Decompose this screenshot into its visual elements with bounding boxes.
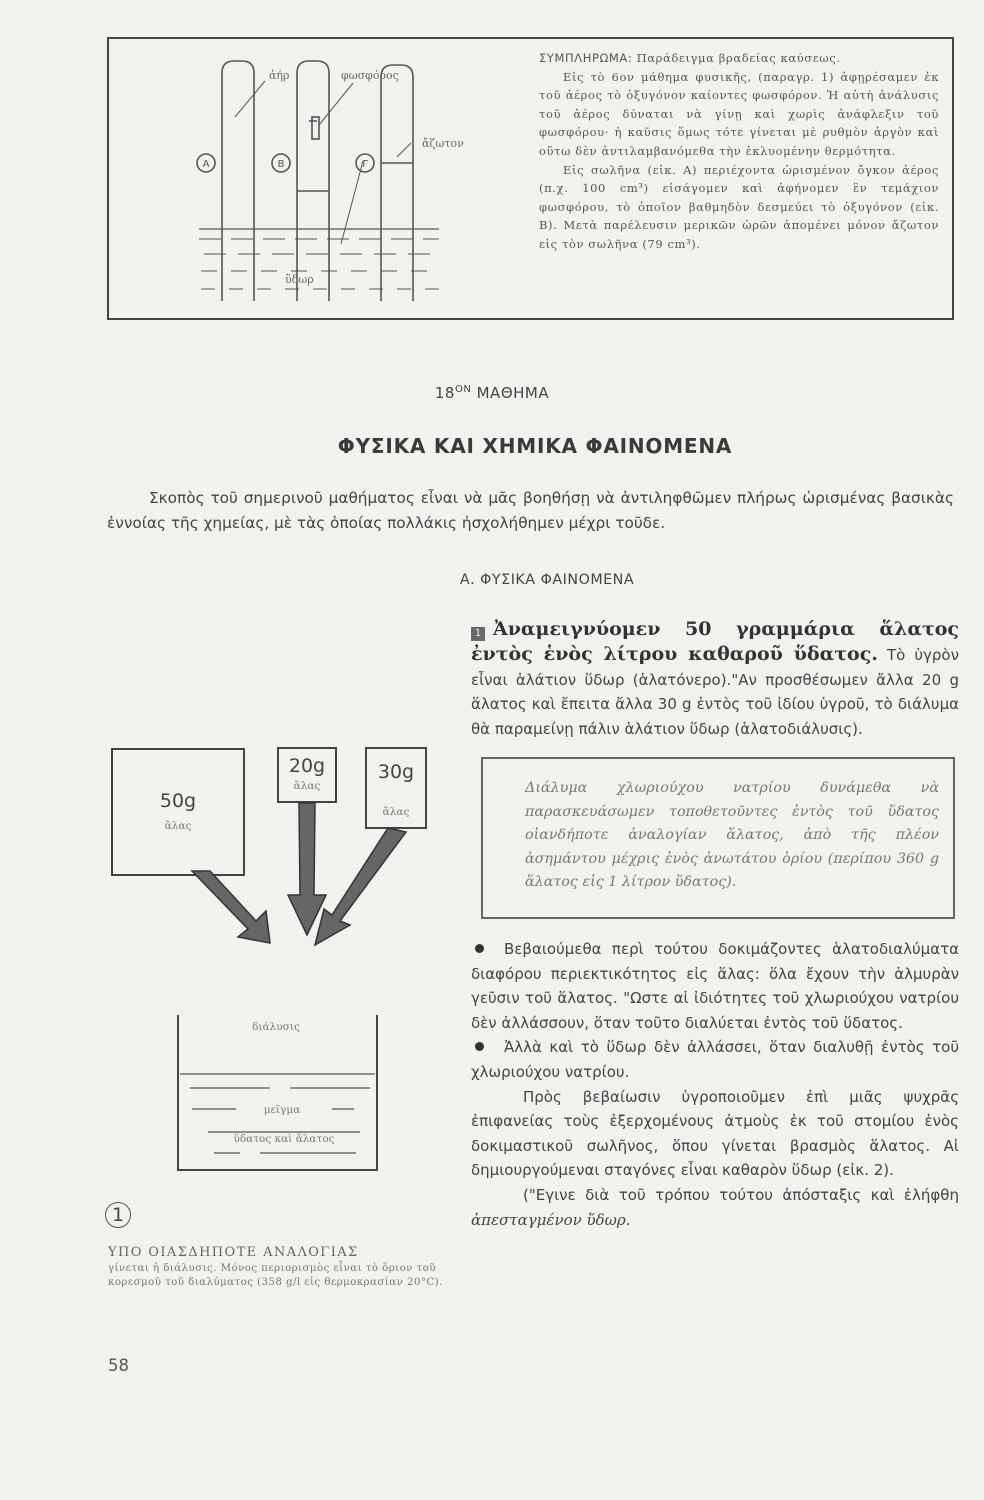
page-number: 58 xyxy=(108,1356,129,1375)
tube-b xyxy=(297,61,329,301)
supplement-text xyxy=(539,49,939,254)
box-50g-salt: ἅλας xyxy=(164,820,192,832)
intro-paragraph xyxy=(107,486,954,536)
figure-caption-title: ΥΠΟ ΟΙΑΣΔΗΠΟΤΕ ΑΝΑΛΟΓΙΑΣ xyxy=(108,1245,359,1260)
bullet-2-text: Ἀλλὰ καὶ τὸ ὕδωρ δὲν ἀλλάσσει, ὅταν διαλυθῇ ἐντὸς τοῦ χλωριούχου νατρίου. xyxy=(471,1038,959,1081)
item-1-body: Τὸ ὑγρὸν εἶναι ἁλάτιον ὕδωρ (ἁλατόνερο)."Αν προσθέσωμεν ἄλλα 20 g ἅλατος καὶ ἔπειτα ἄλλα 30 g ἐντὸς τοῦ ἰδίου ὑγροῦ, τὸ διάλυμα θὰ παραμείνῃ πάλιν ἁλάτιον ὕδωρ (ἁλατοδιάλυσις). xyxy=(471,646,959,738)
item-1-lead: Ἀναμειγνύομεν 50 γραμμάρια ἅλατος ἐντὸς ἑνὸς λίτρου καθαροῦ ὕδατος. xyxy=(471,618,959,666)
solution-label: διάλυσις xyxy=(252,1021,300,1033)
item-number-marker: 1 xyxy=(471,627,485,641)
bullet-1-text: Βεβαιούμεθα περὶ τούτου δοκιμάζοντες ἁλατοδιαλύματα διαφόρου περιεκτικότητος εἰς ἅλας: ὅλα ἔχουν τὴν ἁλμυρὰν γεῦσιν τοῦ ἅλατος. "Ωστε αἱ ἰδιότητες τοῦ χλωριούχου νατρίου δὲν ἀλλάσσουν, ὅταν τοῦτο διαλύεται ἐντὸς τοῦ ὕδατος. xyxy=(471,940,959,1032)
proof-paragraph: Πρὸς βεβαίωσιν ὑγροποιοῦμεν ἐπὶ μιᾶς ψυχρᾶς ἐπιφανείας τοὺς ἐξερχομένους ἀτμοὺς ἐκ τοῦ στομίου ἑνὸς δοκιμαστικοῦ σωλῆνος, ὅπου γίνεται βρασμὸς ἅλατος. Αἱ δημιουργούμεναι σταγόνες εἶναι καθαρὸν ὕδωρ (εἰκ. 2). xyxy=(471,1087,959,1180)
supplement-paragraph-2: Εἰς σωλῆνα (εἰκ. Α) περιέχοντα ὡρισμένον ὄγκον ἀέρος (π.χ. 100 cm³) εἰσάγομεν καὶ ἀφήνομεν ἓν τεμάχιον φωσφόρου, τὸ ὁποῖον βαθμηδὸν δεσμεύει τὸ ὀξυγόνον (εἰκ. Β). Μετὰ παρέλευσιν μερικῶν ὡρῶν ἀπομένει μόνον ἄζωτον εἰς τὸν σωλῆνα (79 cm³). xyxy=(539,162,939,251)
arrow-50g xyxy=(192,871,270,943)
tubes-figure xyxy=(109,39,529,318)
box-50g-amount: 50g xyxy=(159,790,197,812)
bullet-2 xyxy=(471,1035,959,1084)
distillation-note xyxy=(471,1183,959,1232)
lesson-number-value: 18 xyxy=(434,384,455,402)
bullet-dot-icon xyxy=(475,944,484,953)
mixture-label-2: ὕδατος καὶ ἅλατος xyxy=(233,1133,335,1145)
tube-c xyxy=(381,65,413,301)
distillation-note-text: ("Εγινε διὰ τοῦ τρόπου τούτου ἀπόσταξις καὶ ἐλήφθη xyxy=(523,1185,959,1204)
salt-box-50g xyxy=(112,749,244,875)
supplement-heading-rest: Παράδειγμα βραδείας καύσεως. xyxy=(636,51,841,65)
info-box: Διάλυμα χλωριούχου νατρίου δυνάμεθα νὰ παρασκευάσωμεν τοποθετοῦντες ἐντὸς τοῦ ὕδατος οἱανδήποτε ἀναλογίαν ἅλατος, ἀπὸ τῆς πλέον ἀσημάντου μέχρις ἑνὸς ἀνωτάτου ὁρίου (περίπου 360 g ἅλατος εἰς 1 λίτρον ὕδατος). xyxy=(481,757,955,919)
mixture-label: μεῖγμα xyxy=(263,1104,301,1116)
supplement-heading: ΣΥΜΠΛΗΡΩΜΑ: xyxy=(539,51,633,65)
phosphorus-label: φωσφόρος xyxy=(341,69,399,82)
figure-caption-body: γίνεται ἡ διάλυσις. Μόνος περιορισμὸς εἶναι τὸ ὅριον τοῦ κορεσμοῦ τοῦ διαλύματος (358 g/l εἰς θερμοκρασίαν 20°C). xyxy=(108,1262,443,1288)
bullet-list xyxy=(471,937,959,1232)
item-1-paragraph xyxy=(471,617,959,741)
supplement-paragraph-1: Εἰς τὸ 6ον μάθημα φυσικῆς, (παραγρ. 1) ἀφῃρέσαμεν ἐκ τοῦ ἀέρος τὸ ὀξυγόνον καίοντες φωσφόρον. Ἡ αὐτὴ ἀνάλυσις τοῦ ἀέρος δύναται νὰ γίνῃ καὶ χωρὶς ἀνάφλεξιν τοῦ φωσφόρου· ἡ καῦσις ὅμως τότε γίνεται μὲ ρυθμὸν ἀργὸν καὶ οὕτω δὲν ἀντιλαμβανόμεθα τὴν ἐκλυομένην θερμότητα. xyxy=(539,69,939,158)
lesson-number xyxy=(0,384,984,402)
water-label: ὕδωρ xyxy=(285,273,314,286)
section-heading: Α. ΦΥΣΙΚΑ ΦΑΙΝΟΜΕΝΑ xyxy=(459,572,635,588)
air-label: ἀήρ xyxy=(269,69,290,82)
distilled-water-term: ἀπεσταγμένον ὕδωρ. xyxy=(471,1210,631,1229)
box-20g-salt: ἅλας xyxy=(293,780,321,792)
figure-number-badge: 1 xyxy=(105,1202,131,1228)
figure-caption xyxy=(108,1246,454,1289)
chapter-title: ΦΥΣΙΚΑ ΚΑΙ ΧΗΜΙΚΑ ΦΑΙΝΟΜΕΝΑ xyxy=(337,434,733,458)
tube-b-label: Β xyxy=(277,159,285,170)
tube-a-label: Α xyxy=(202,159,210,170)
beaker xyxy=(178,1015,377,1170)
nitrogen-label: ἄζωτον xyxy=(422,137,464,150)
supplement-box xyxy=(107,37,954,320)
lesson-label: ΜΑΘΗΜΑ xyxy=(476,384,550,402)
box-20g-amount: 20g xyxy=(288,755,326,777)
arrow-30g xyxy=(315,828,406,945)
lesson-number-suffix: ΟΝ xyxy=(454,384,472,395)
bullet-dot-icon xyxy=(475,1042,484,1051)
bullet-1 xyxy=(471,937,959,1035)
arrow-20g xyxy=(288,803,326,935)
main-column xyxy=(471,617,959,1232)
box-30g-salt: ἅλας xyxy=(382,806,410,818)
figure-1-salt-dissolution xyxy=(110,745,450,1175)
box-30g-amount: 30g xyxy=(377,761,415,783)
tube-c-label: Γ xyxy=(362,159,368,170)
intro-text: Σκοπὸς τοῦ σημερινοῦ μαθήματος εἶναι νὰ μᾶς βοηθήσῃ νὰ ἀντιληφθῶμεν πλήρως ὡρισμένας βασικὰς ἐννοίας τῆς χημείας, μὲ τὰς ὁποίας πολλάκις ἠσχολήθημεν μέχρι τοῦδε. xyxy=(107,489,954,532)
tube-a xyxy=(222,61,254,301)
